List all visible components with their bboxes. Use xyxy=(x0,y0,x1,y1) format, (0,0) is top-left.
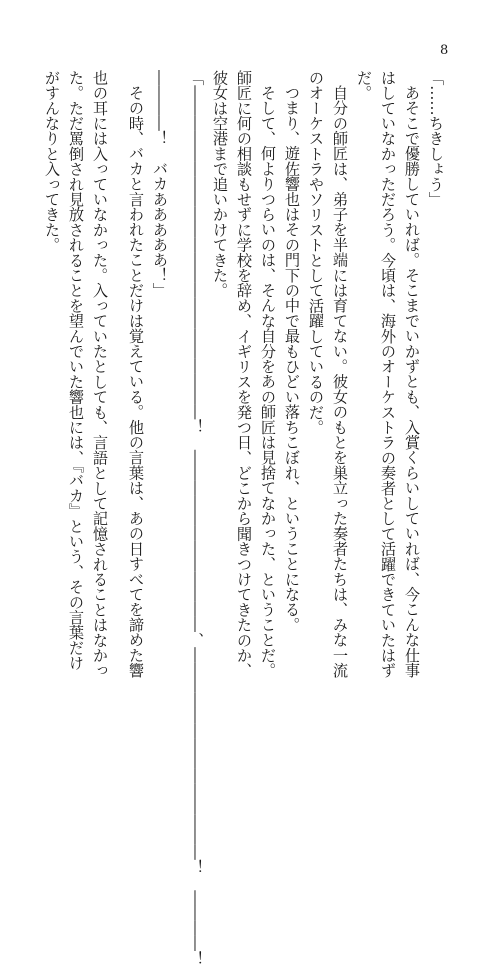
text-line: その時、バカと言われたことだけは覚えている。他の言葉は、あの日すべてを諦めた響 xyxy=(127,85,145,678)
text-line: 也の耳には入っていなかった。入っていたとしても、言語として記憶されることはなかっ xyxy=(91,70,109,678)
text-line: 「……ちきしょう」 xyxy=(427,70,445,207)
text-line: はしていなかっただろう。今頃は、海外のオーケストラの奏者として活躍できていたはず xyxy=(379,70,397,678)
text-line: 「――――――――――――――――――――――！ ――――――――――――、――――――――――――――！ ――――！ xyxy=(187,70,205,966)
text-line: つまり、遊佐響也はその門下の中で最もひどい落ちこぼれ、ということになる。 xyxy=(283,85,301,633)
body-text xyxy=(40,70,448,966)
text-line: そして、何よりつらいのは、そんな自分をあの師匠は見捨てなかった、ということだ。 xyxy=(259,85,277,678)
text-line: あそこで優勝していれば。そこまでいかずとも、入賞くらいしていれば、今こんな仕事 xyxy=(403,85,421,678)
text-line: 自分の師匠は、弟子を半端には育てない。彼女のもとを巣立った奏者たちは、みな一流 xyxy=(331,85,349,678)
text-line: 師匠に何の相談もせずに学校を辞め、イギリスを発つ日、どこから聞きつけてきたのか、 xyxy=(235,70,253,678)
text-line: た。ただ罵倒され見放されることを望んでいた響也には、『バカ』という、その言葉だけ xyxy=(67,70,85,671)
text-line: 彼女は空港まで追いかけてきた。 xyxy=(211,70,229,298)
text-line: ――――！ バカあああああ！」 xyxy=(151,70,169,298)
text-line: だ。 xyxy=(355,70,373,101)
text-line: のオーケストラやソリストとして活躍しているのだ。 xyxy=(307,70,325,435)
text-line: がすんなりと入ってきた。 xyxy=(43,70,61,253)
page-number: 8 xyxy=(440,43,449,58)
